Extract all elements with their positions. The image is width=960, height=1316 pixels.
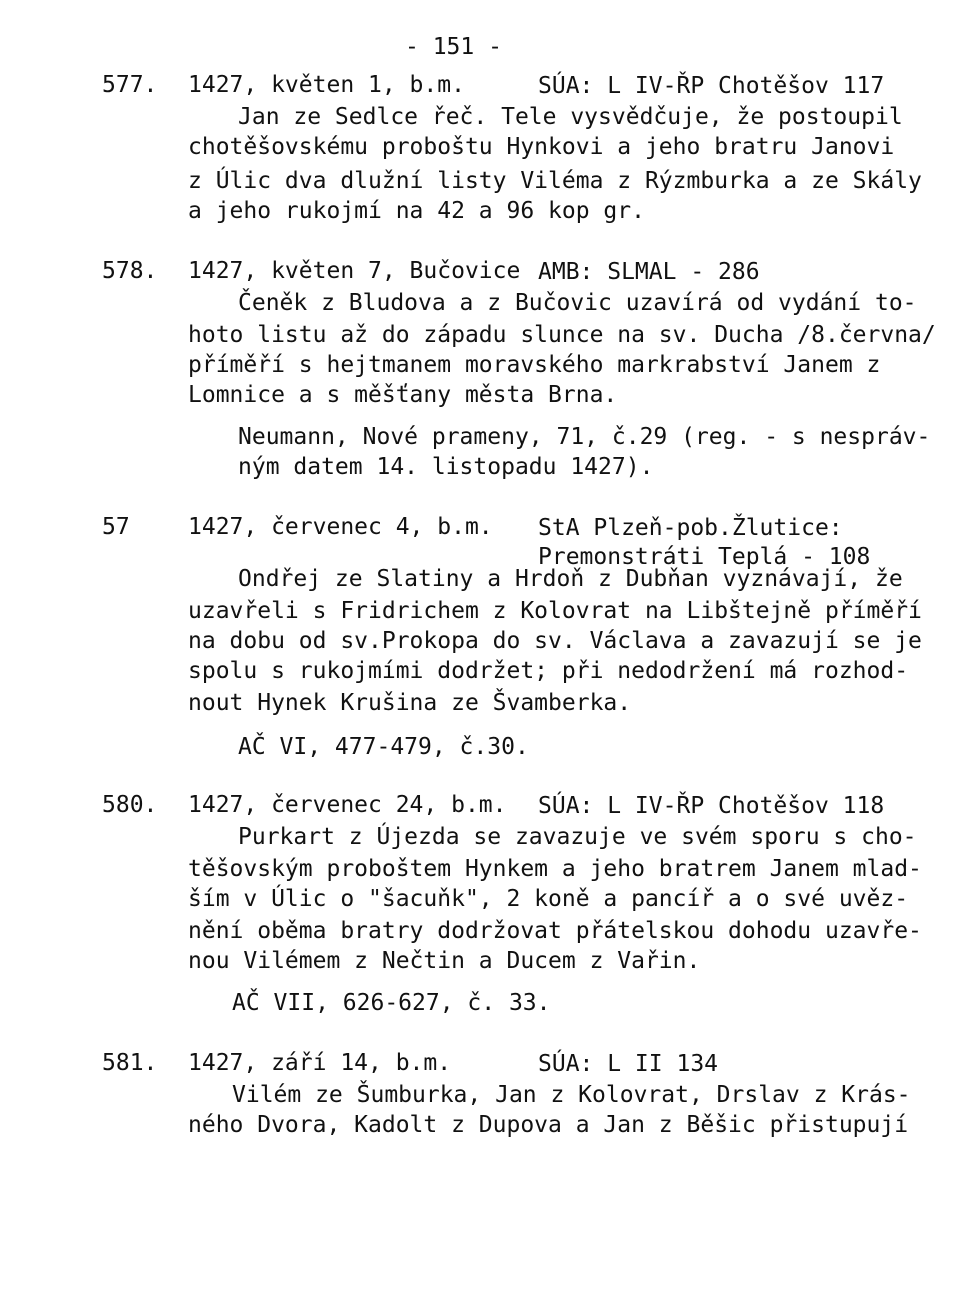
entry-archive xyxy=(538,514,870,572)
entry-citation: ným datem 14. listopadu 1427). xyxy=(238,454,654,480)
archive-line: StA Plzeň-pob.Žlutice: xyxy=(538,515,843,541)
entry-archive xyxy=(538,72,884,101)
entry-text-line: spolu s rukojmími dodržet; při nedodržení má rozhod- xyxy=(188,658,909,684)
entry-text-line: příměří s hejtmanem moravského markrabství Janem z xyxy=(188,352,881,378)
entry-text-line: chotěšovskému proboštu Hynkovi a jeho bratru Janovi xyxy=(188,134,895,160)
entry-number: 577. xyxy=(102,72,158,98)
entry-number: 581. xyxy=(102,1050,158,1076)
entry-text-line: hoto listu až do západu slunce na sv. Ducha /8.června/ xyxy=(188,322,936,348)
entry-citation: AČ VI, 477-479, č.30. xyxy=(238,734,529,760)
entry-date: 1427, červenec 4, b.m. xyxy=(188,514,493,540)
entry-text-line: ším v Úlic o "šacuňk", 2 koně a pancíř a o své uvěz- xyxy=(188,886,909,912)
entry-text-line: Čeněk z Bludova a z Bučovic uzavírá od vydání to- xyxy=(238,290,917,316)
entry-date: 1427, červenec 24, b.m. xyxy=(188,792,507,818)
archive-line: SÚA: L II 134 xyxy=(538,1051,719,1077)
entry-text-line: na dobu od sv.Prokopa do sv. Václava a zavazují se je xyxy=(188,628,922,654)
archive-line: SÚA: L IV-ŘP Chotěšov 118 xyxy=(538,793,885,819)
entry-text-line: těšovským proboštem Hynkem a jeho bratrem Janem mlad- xyxy=(188,856,922,882)
entry-text-line: Lomnice a s měšťany města Brna. xyxy=(188,382,618,408)
entry-text-line: a jeho rukojmí na 42 a 96 kop gr. xyxy=(188,198,645,224)
entry-text-line: uzavřeli s Fridrichem z Kolovrat na Libštejně příměří xyxy=(188,598,922,624)
entry-text-line: nění oběma bratry dodržovat přátelskou dohodu uzavře- xyxy=(188,918,922,944)
entry-text-line: nou Vilémem z Nečtin a Ducem z Vařin. xyxy=(188,948,701,974)
archive-line: AMB: SLMAL - 286 xyxy=(538,259,760,285)
entry-date: 1427, září 14, b.m. xyxy=(188,1050,452,1076)
entry-date: 1427, květen 7, Bučovice xyxy=(188,258,521,284)
entry-date: 1427, květen 1, b.m. xyxy=(188,72,465,98)
page-number: - 151 - xyxy=(405,34,502,60)
entry-archive xyxy=(538,792,884,821)
entry-citation: AČ VII, 626-627, č. 33. xyxy=(232,990,551,1016)
entry-text-line: Purkart z Újezda se zavazuje ve svém sporu s cho- xyxy=(238,824,917,850)
entry-text-line: Jan ze Sedlce řeč. Tele vysvědčuje, že postoupil xyxy=(238,104,903,130)
entry-number: 578. xyxy=(102,258,158,284)
entry-text-line: Vilém ze Šumburka, Jan z Kolovrat, Drslav z Krás- xyxy=(232,1082,911,1108)
entry-archive xyxy=(538,258,760,287)
entry-archive xyxy=(538,1050,718,1079)
entry-text-line: Ondřej ze Slatiny a Hrdoň z Dubňan vyznávají, že xyxy=(238,566,903,592)
entry-text-line: z Úlic dva dlužní listy Viléma z Rýzmburka a ze Skály xyxy=(188,168,922,194)
entry-citation: Neumann, Nové prameny, 71, č.29 (reg. - s nespráv- xyxy=(238,424,931,450)
entry-text-line: nout Hynek Krušina ze Švamberka. xyxy=(188,690,632,716)
archive-line: Premonstráti Teplá - 108 xyxy=(538,544,871,570)
entry-number: 57 xyxy=(102,514,130,540)
archive-line: SÚA: L IV-ŘP Chotěšov 117 xyxy=(538,73,885,99)
entry-text-line: ného Dvora, Kadolt z Dupova a Jan z Běšic přistupují xyxy=(188,1112,909,1138)
entry-number: 580. xyxy=(102,792,158,818)
